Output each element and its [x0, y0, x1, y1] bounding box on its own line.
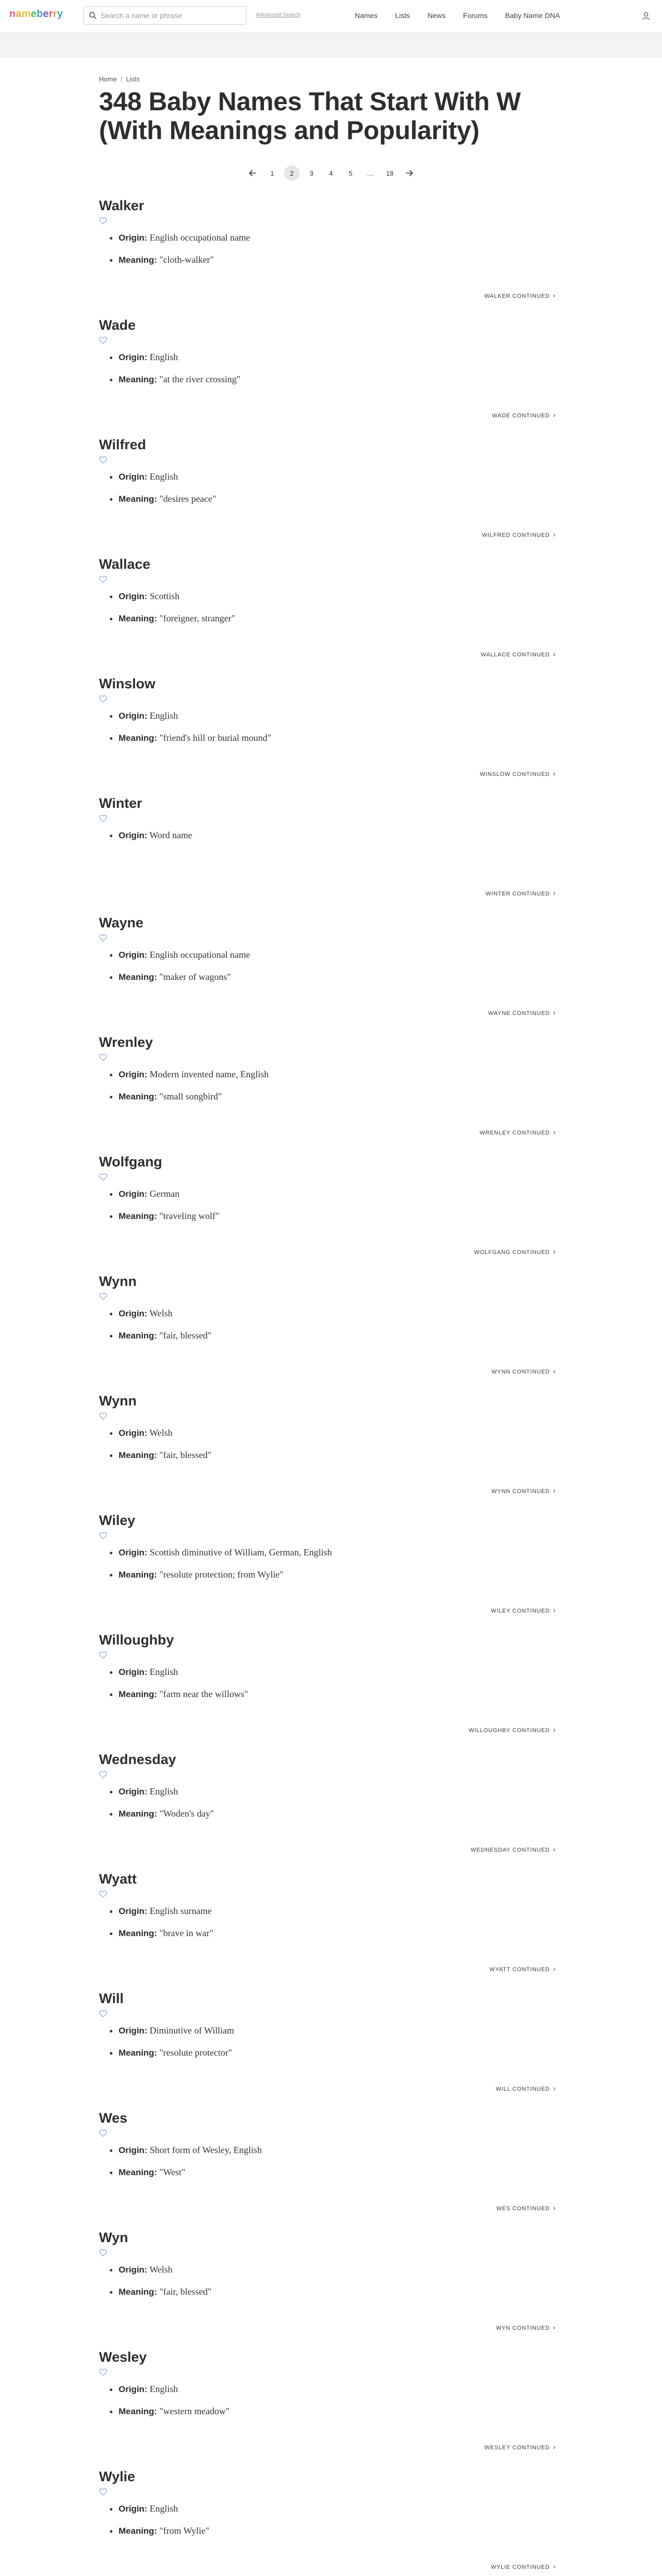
origin-label: Origin: [119, 831, 147, 840]
name-details [119, 829, 563, 842]
top-nav [355, 11, 570, 20]
meaning-item [119, 2166, 563, 2179]
logo-letter: m [21, 8, 31, 20]
heart-icon[interactable] [99, 1173, 108, 1182]
name-title[interactable]: Wynn [99, 1274, 137, 1289]
heart-icon[interactable] [99, 2368, 108, 2378]
origin-item [119, 1546, 563, 1559]
origin-label: Origin: [119, 1787, 147, 1797]
name-title[interactable]: Wynn [99, 1393, 137, 1409]
name-details [119, 2144, 563, 2179]
continued-label: WYATT CONTINUED [489, 1967, 550, 1973]
name-title[interactable]: Wilfred [99, 437, 146, 452]
chevron-right-icon: › [553, 2443, 556, 2451]
origin-value: English [150, 2503, 178, 2514]
origin-value: English occupational name [150, 950, 251, 960]
origin-item [119, 1307, 563, 1320]
name-continued-link[interactable] [481, 650, 556, 658]
name-title[interactable]: Wes [99, 2110, 128, 2126]
heart-icon[interactable] [99, 1293, 108, 1302]
origin-value: Scottish diminutive of William, German, English [150, 1547, 332, 1557]
logo-letter: n [9, 8, 16, 20]
continued-label: WES CONTINUED [496, 2206, 550, 2212]
meaning-label: Meaning: [119, 2406, 157, 2416]
name-card [99, 1749, 563, 1869]
name-title[interactable]: Winslow [99, 676, 156, 691]
heart-icon[interactable] [99, 217, 108, 226]
name-card [99, 2466, 563, 2576]
continued-label: WINTER CONTINUED [485, 891, 550, 897]
meaning-value: "resolute protector" [159, 2047, 233, 2058]
chevron-right-icon: › [553, 2562, 556, 2570]
origin-item [119, 1427, 563, 1439]
name-details [119, 1307, 563, 1342]
meaning-label: Meaning: [119, 1450, 157, 1460]
chevron-right-icon: › [553, 769, 556, 777]
nav-names[interactable]: Names [355, 11, 378, 20]
page-last-button[interactable]: 18 [386, 169, 394, 177]
origin-value: English [150, 2384, 178, 2394]
name-card [99, 1391, 563, 1510]
origin-item [119, 2502, 563, 2515]
name-continued-link[interactable] [491, 1486, 556, 1495]
origin-label: Origin: [119, 591, 147, 601]
meaning-label: Meaning: [119, 2167, 157, 2177]
origin-value: Welsh [149, 1428, 173, 1438]
name-continued-link[interactable] [491, 2562, 556, 2570]
meaning-value: "traveling wolf" [159, 1211, 220, 1221]
heart-icon[interactable] [99, 336, 108, 346]
name-title[interactable]: Wylie [99, 2469, 136, 2484]
meaning-item [119, 971, 563, 984]
name-continued-link[interactable] [474, 1247, 556, 1256]
names-list [99, 195, 563, 2576]
meaning-item [119, 373, 563, 386]
origin-label: Origin: [119, 1548, 147, 1557]
continued-label: WALLACE CONTINUED [481, 652, 550, 658]
origin-item [119, 470, 563, 483]
name-continued-link[interactable] [471, 1845, 556, 1853]
meaning-value: "fair, blessed" [159, 2286, 212, 2297]
name-card [99, 2347, 563, 2466]
meaning-item [119, 2046, 563, 2059]
heart-icon[interactable] [99, 2249, 108, 2258]
meaning-value: "brave in war" [159, 1928, 213, 1938]
meaning-value: "West" [159, 2167, 186, 2177]
continued-label: WADE CONTINUED [492, 413, 550, 419]
origin-value: English surname [150, 1906, 212, 1916]
continued-label: WYNN CONTINUED [491, 1488, 550, 1495]
origin-label: Origin: [119, 2384, 147, 2394]
page-3-button[interactable]: 3 [309, 169, 313, 177]
heart-icon[interactable] [99, 456, 108, 465]
origin-value: Short form of Wesley, English [150, 2145, 262, 2155]
heart-icon[interactable] [99, 1412, 108, 1421]
name-card [99, 793, 563, 912]
name-card [99, 1271, 563, 1391]
name-continued-link[interactable] [496, 2204, 556, 2212]
heart-icon[interactable] [99, 695, 108, 704]
next-page-icon[interactable] [402, 165, 417, 181]
continued-label: WILL CONTINUED [495, 2086, 550, 2092]
name-title[interactable]: Wayne [99, 915, 144, 930]
meaning-item [119, 1210, 563, 1223]
origin-value: English [150, 1786, 178, 1797]
name-card [99, 195, 563, 315]
name-continued-link[interactable] [491, 1606, 556, 1614]
name-details [119, 1905, 563, 1940]
nav-forums[interactable]: Forums [463, 11, 488, 20]
meaning-value: "farm near the willows" [159, 1689, 249, 1699]
meaning-value: "foreigner, stranger" [159, 613, 236, 623]
meaning-label: Meaning: [119, 2048, 157, 2058]
meaning-label: Meaning: [119, 494, 157, 504]
name-continued-link[interactable] [479, 1128, 556, 1136]
heart-icon[interactable] [99, 1651, 108, 1660]
meaning-label: Meaning: [119, 1331, 157, 1341]
heart-icon[interactable] [99, 1054, 108, 1063]
chevron-right-icon: › [553, 411, 556, 419]
name-continued-link[interactable] [488, 1008, 556, 1016]
origin-label: Origin: [119, 2026, 147, 2036]
meaning-item [119, 2405, 563, 2418]
name-continued-link[interactable] [485, 2443, 556, 2451]
name-details [119, 1666, 563, 1701]
meaning-value: "from Wylie" [159, 2526, 209, 2536]
logo-letter: y [57, 8, 63, 20]
page-4-button[interactable]: 4 [329, 169, 333, 177]
continued-label: WEDNESDAY CONTINUED [471, 1847, 550, 1853]
name-continued-link[interactable] [486, 889, 556, 897]
chevron-right-icon: › [553, 530, 556, 538]
meaning-label: Meaning: [119, 2526, 157, 2536]
meaning-label: Meaning: [119, 614, 157, 623]
header-band [0, 33, 662, 58]
meaning-item [119, 1927, 563, 1940]
heart-icon[interactable] [99, 1532, 108, 1541]
meaning-value: "small songbird" [159, 1091, 222, 1101]
name-details [119, 2024, 563, 2059]
meaning-label: Meaning: [119, 1689, 157, 1699]
name-title[interactable]: Willoughby [99, 1632, 174, 1648]
name-details [119, 590, 563, 625]
origin-label: Origin: [119, 1070, 147, 1079]
continued-label: WILFRED CONTINUED [482, 532, 550, 538]
origin-label: Origin: [119, 711, 147, 721]
logo-letter: r [48, 8, 53, 20]
origin-value: German [150, 1189, 180, 1199]
name-title[interactable]: Wednesday [99, 1752, 176, 1767]
name-card [99, 1630, 563, 1749]
name-card [99, 673, 563, 793]
meaning-item [119, 1807, 563, 1820]
breadcrumb-lists[interactable]: Lists [126, 75, 140, 83]
continued-label: WAYNE CONTINUED [488, 1010, 550, 1016]
name-card [99, 2227, 563, 2347]
meaning-value: "friend's hill or burial mound" [159, 733, 272, 743]
meaning-label: Meaning: [119, 255, 157, 265]
heart-icon[interactable] [99, 2129, 108, 2139]
chevron-right-icon: › [553, 1606, 556, 1614]
origin-label: Origin: [119, 1309, 147, 1318]
origin-value: English [150, 471, 178, 482]
name-card [99, 1988, 563, 2108]
name-card [99, 2108, 563, 2227]
name-details [119, 1188, 563, 1223]
origin-label: Origin: [119, 2145, 147, 2155]
name-continued-link[interactable] [492, 411, 556, 419]
origin-item [119, 2263, 563, 2276]
name-title[interactable]: Will [99, 1991, 124, 2006]
meaning-value: "fair, blessed" [159, 1330, 212, 1341]
meaning-value: "fair, blessed" [159, 1450, 212, 1460]
origin-label: Origin: [119, 233, 147, 243]
heart-icon[interactable] [99, 1771, 108, 1780]
meaning-value: "western meadow" [159, 2406, 230, 2416]
name-card [99, 434, 563, 554]
nameberry-logo[interactable] [9, 8, 63, 20]
origin-label: Origin: [119, 352, 147, 362]
chevron-right-icon: › [553, 1486, 556, 1495]
site-header [0, 0, 662, 33]
heart-icon[interactable] [99, 575, 108, 585]
meaning-label: Meaning: [119, 2287, 157, 2297]
name-card [99, 912, 563, 1032]
name-details [119, 709, 563, 744]
origin-item [119, 829, 563, 842]
continued-label: WINSLOW CONTINUED [479, 771, 550, 777]
meaning-label: Meaning: [119, 1092, 157, 1101]
origin-label: Origin: [119, 2265, 147, 2275]
name-details [119, 2263, 563, 2298]
meaning-item [119, 2285, 563, 2298]
search-box[interactable] [84, 6, 246, 25]
name-card [99, 1510, 563, 1630]
page-2-button[interactable]: 2 [284, 165, 300, 181]
continued-label: WILEY CONTINUED [491, 1608, 550, 1614]
heart-icon[interactable] [99, 1890, 108, 1900]
heart-icon[interactable] [99, 815, 108, 824]
meaning-label: Meaning: [119, 733, 157, 743]
logo-letter: a [15, 8, 22, 20]
origin-value: Diminutive of William [150, 2025, 235, 2036]
name-title[interactable]: Wolfgang [99, 1154, 162, 1170]
chevron-right-icon: › [553, 2204, 556, 2212]
origin-value: English occupational name [150, 232, 251, 243]
nav-news[interactable]: News [427, 11, 446, 20]
heart-icon[interactable] [99, 934, 108, 943]
origin-item [119, 1068, 563, 1081]
meaning-item [119, 493, 563, 505]
name-title[interactable]: Wallace [99, 556, 151, 572]
logo-letter: r [53, 8, 57, 20]
origin-value: Welsh [149, 2264, 173, 2275]
origin-value: English [150, 1667, 178, 1677]
name-title[interactable]: Wesley [99, 2349, 147, 2365]
chevron-right-icon: › [553, 1845, 556, 1853]
meaning-item [119, 732, 563, 744]
origin-item [119, 590, 563, 603]
meaning-value: "desires peace" [159, 494, 217, 504]
meaning-label: Meaning: [119, 1211, 157, 1221]
pagination-top [99, 165, 563, 181]
logo-letter: e [30, 8, 37, 20]
name-continued-link[interactable] [480, 769, 556, 777]
name-card [99, 1151, 563, 1271]
origin-item [119, 1188, 563, 1200]
heart-icon[interactable] [99, 2488, 108, 2497]
name-card [99, 554, 563, 673]
origin-value: English [150, 710, 178, 721]
name-title[interactable]: Wyatt [99, 1871, 137, 1887]
origin-label: Origin: [119, 1189, 147, 1199]
main-content [99, 58, 563, 2576]
chevron-right-icon: › [553, 1128, 556, 1136]
continued-label: WRENLEY CONTINUED [479, 1130, 550, 1136]
name-details [119, 1068, 563, 1103]
name-details [119, 351, 563, 386]
advanced-search-link[interactable]: Advanced Search [256, 12, 301, 18]
name-details [119, 1785, 563, 1820]
name-title[interactable]: Walker [99, 198, 144, 213]
origin-label: Origin: [119, 1428, 147, 1438]
continued-label: WYNN CONTINUED [491, 1369, 550, 1375]
name-continued-link[interactable] [496, 2323, 556, 2331]
origin-item [119, 2144, 563, 2157]
meaning-value: "resolute protection; from Wylie" [159, 1569, 284, 1580]
meaning-item [119, 1329, 563, 1342]
origin-item [119, 231, 563, 244]
meaning-item [119, 1568, 563, 1581]
chevron-right-icon: › [553, 1367, 556, 1375]
logo-letter: b [37, 8, 43, 20]
meaning-label: Meaning: [119, 972, 157, 982]
origin-value: Scottish [150, 591, 180, 601]
name-card [99, 1869, 563, 1988]
chevron-right-icon: › [553, 1964, 556, 1973]
origin-value: English [150, 352, 178, 362]
chevron-right-icon: › [553, 889, 556, 897]
name-title[interactable]: Wiley [99, 1513, 136, 1528]
chevron-right-icon: › [553, 650, 556, 658]
user-icon[interactable] [641, 11, 651, 23]
origin-label: Origin: [119, 1667, 147, 1677]
origin-label: Origin: [119, 1906, 147, 1916]
meaning-value: "Woden's day" [159, 1808, 214, 1819]
name-details [119, 1427, 563, 1462]
name-continued-link[interactable] [496, 2084, 556, 2092]
name-details [119, 2383, 563, 2418]
name-continued-link[interactable] [469, 1725, 556, 1734]
name-title[interactable]: Wyn [99, 2230, 128, 2245]
continued-label: WOLFGANG CONTINUED [474, 1249, 550, 1256]
chevron-right-icon: › [553, 1008, 556, 1016]
meaning-value: "cloth-walker" [159, 255, 214, 265]
chevron-right-icon: › [553, 2323, 556, 2331]
search-icon [89, 12, 96, 19]
name-title[interactable]: Wade [99, 317, 136, 333]
breadcrumb: Home / Lists [99, 75, 140, 83]
name-continued-link[interactable] [491, 1367, 556, 1375]
search-input[interactable] [101, 11, 235, 20]
origin-item [119, 2383, 563, 2396]
origin-label: Origin: [119, 950, 147, 960]
name-title[interactable]: Winter [99, 795, 142, 811]
chevron-right-icon: › [553, 1247, 556, 1256]
meaning-item [119, 612, 563, 625]
name-details [119, 1546, 563, 1581]
origin-label: Origin: [119, 2504, 147, 2514]
origin-label: Origin: [119, 472, 147, 482]
heart-icon[interactable] [99, 2010, 108, 2019]
name-details [119, 470, 563, 505]
nav-baby-name-dna[interactable]: Baby Name DNA [505, 11, 560, 20]
chevron-right-icon: › [553, 1725, 556, 1734]
meaning-label: Meaning: [119, 375, 157, 384]
prev-page-icon[interactable] [245, 165, 260, 181]
continued-label: WYN CONTINUED [496, 2325, 550, 2331]
meaning-item [119, 1688, 563, 1701]
logo-letter: e [43, 8, 49, 20]
origin-value: Word name [149, 830, 192, 840]
page-title: 348 Baby Names That Start With W (With Meanings and Popularity) [99, 87, 521, 145]
name-details [119, 231, 563, 266]
meaning-label: Meaning: [119, 1928, 157, 1938]
meaning-value: "at the river crossing" [159, 374, 241, 384]
origin-item [119, 1905, 563, 1918]
name-details [119, 948, 563, 984]
page-1-button[interactable]: 1 [270, 169, 274, 177]
continued-label: WILLOUGHBY CONTINUED [468, 1727, 550, 1734]
meaning-item [119, 253, 563, 266]
meaning-item [119, 1449, 563, 1462]
name-continued-link[interactable] [489, 1964, 556, 1973]
name-continued-link[interactable] [482, 530, 556, 538]
origin-item [119, 1666, 563, 1679]
origin-value: Welsh [149, 1308, 173, 1318]
meaning-item [119, 2524, 563, 2537]
origin-item [119, 709, 563, 722]
nav-lists[interactable]: Lists [395, 11, 410, 20]
meaning-item [119, 1090, 563, 1103]
meaning-label: Meaning: [119, 1809, 157, 1819]
origin-item [119, 1785, 563, 1798]
origin-item [119, 2024, 563, 2037]
page-5-button[interactable]: 5 [349, 169, 353, 177]
name-title[interactable]: Wrenley [99, 1035, 153, 1050]
origin-item [119, 351, 563, 364]
name-card [99, 1032, 563, 1151]
chevron-right-icon: › [553, 291, 556, 299]
pagination-ellipsis: … [367, 169, 374, 177]
origin-value: Modern invented name, English [150, 1069, 269, 1079]
continued-label: WALKER CONTINUED [484, 293, 550, 299]
breadcrumb-home[interactable]: Home [99, 75, 117, 83]
meaning-label: Meaning: [119, 1570, 157, 1580]
name-card [99, 315, 563, 434]
chevron-right-icon: › [553, 2084, 556, 2092]
name-continued-link[interactable] [484, 291, 556, 299]
origin-item [119, 948, 563, 961]
name-details [119, 2502, 563, 2537]
continued-label: WESLEY CONTINUED [484, 2445, 550, 2451]
continued-label: WYLIE CONTINUED [490, 2564, 550, 2570]
meaning-value: "maker of wagons" [159, 972, 231, 982]
